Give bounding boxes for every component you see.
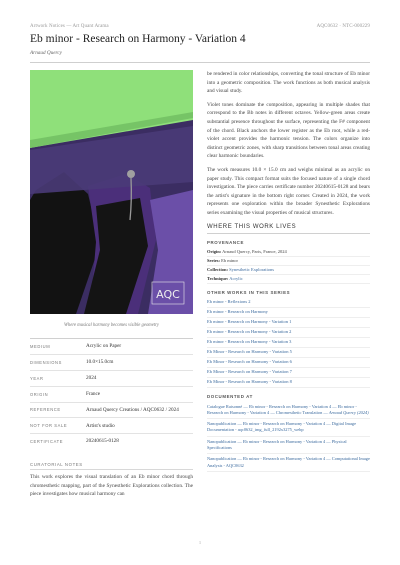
artwork-image: [30, 70, 193, 314]
section-title-lives: WHERE THIS WORK LIVES: [207, 224, 370, 234]
series-work-link[interactable]: Eb Minor - Research on Harmony - Variation 6: [207, 358, 370, 368]
spec-row-medium: [30, 338, 193, 354]
series-work-link[interactable]: Eb minor - Research on Harmony - Variation 3: [207, 338, 370, 348]
documented-title: DOCUMENTED AT: [207, 393, 253, 399]
series-work-link[interactable]: Eb Minor - Research on Harmony - Variation 7: [207, 368, 370, 378]
documentation-link[interactable]: Nanopublication — Eb minor - Research on Harmony - Variation 4 — Physical Specifications: [207, 437, 370, 455]
page-title: Eb minor - Research on Harmony - Variation 4: [30, 33, 246, 45]
spec-value: Arnaud Quercy Creations / AQC0632 / 2024: [86, 406, 179, 413]
spec-label: NOT FOR SALE: [30, 423, 68, 429]
provenance-collection: [207, 266, 370, 275]
reference-code: AQC0632 · NTC-000229: [316, 24, 370, 29]
technique-link[interactable]: Acrylic: [229, 275, 243, 281]
series-work-link[interactable]: Eb minor - Research on Harmony: [207, 308, 370, 318]
notes-text: This work explores the visual translation of an Eb minor chord through chromesthetic mapping, part of the Synesthetic Explorations collection. The piece investigates how musical harmony can: [30, 474, 193, 498]
provenance-title: PROVENANCE: [207, 239, 244, 245]
spec-row-availability: [30, 417, 193, 433]
spec-row-year: [30, 370, 193, 386]
spec-value: Acrylic on Paper: [86, 343, 122, 350]
spec-label: CERTIFICATE: [30, 439, 64, 445]
spec-row-origin: [30, 386, 193, 402]
notes-divider: [30, 469, 193, 470]
spec-value: 20240615-0128: [86, 438, 119, 445]
provenance-value: Eb minor: [221, 257, 238, 263]
notes-heading: CURATORIAL NOTES: [30, 462, 83, 467]
provenance-technique: [207, 275, 370, 284]
series-work-link[interactable]: Eb Minor - Research on Harmony - Variation 5: [207, 348, 370, 358]
spec-label: YEAR: [30, 375, 44, 381]
provenance-series: [207, 257, 370, 266]
spec-label: REFERENCE: [30, 407, 61, 413]
series-work-link[interactable]: Eb minor - Research on Harmony - Variation 1: [207, 318, 370, 328]
documentation-link[interactable]: Nanopublication — Eb minor - Research on Harmony - Variation 4 — Computational Image Analysis - AQC0632: [207, 454, 370, 472]
description-paragraph: be rendered in color relationships, converting the tonal structure of Eb minor into a geometric composition. The work functions as both musical analysis and visual study.: [207, 71, 370, 95]
artist-name: Arnaud Quercy: [30, 50, 62, 56]
provenance-origin: [207, 248, 370, 257]
spec-row-dimensions: [30, 354, 193, 370]
artwork-grey-dot: [127, 170, 135, 178]
spec-row-reference: [30, 402, 193, 418]
series-work-link[interactable]: Eb minor - Research on Harmony - Variation 2: [207, 328, 370, 338]
artwork-signature: AQC: [156, 288, 180, 301]
header-divider: [30, 62, 370, 63]
documentation-link[interactable]: Nanopublication — Eb minor - Research on Harmony - Variation 4 — Digital Image Documentation - aqc0632_img_full_2192x3275_webp: [207, 419, 370, 437]
spec-value: 10.0×15.0cm: [86, 359, 114, 366]
provenance-label: Technique:: [207, 275, 229, 281]
documentation-text: Catalogue Raisonné — Eb minor - Research on Harmony - Variation 4 — Eb minor - Research on Harmony - Variation 4 — Chromesthetic Translation —: [207, 403, 357, 415]
documentation-link[interactable]: [207, 402, 370, 420]
spec-label: ORIGIN: [30, 391, 49, 397]
page-number: 1: [198, 540, 202, 545]
documentation-author: Arnaud Quercy (2024): [328, 409, 369, 415]
top-bar: [30, 24, 370, 29]
provenance-value: Arnaud Quercy, Paris, France, 2024: [222, 248, 287, 254]
description-paragraph: The work measures 10.0 × 15.0 cm and weighs minimal as an acrylic on paper study. This compact format suits the focused nature of a single chord investigation. The piece carries certificate number 20240615-0128 and bears the artist's signature in the bottom right corner. Created in 2024, the work represents one exploration within the broader Synesthetic Explorations series examining the visual properties of musical structures.: [207, 166, 370, 216]
breadcrumb[interactable]: Artwork Notices — Art Quant Arama: [30, 24, 109, 29]
provenance-label: Origin:: [207, 248, 222, 254]
provenance-label: Series:: [207, 257, 220, 263]
series-work-link[interactable]: Eb minor - Reflexions 2: [207, 298, 370, 308]
series-work-link[interactable]: Eb Minor - Research on Harmony - Variation 8: [207, 378, 370, 388]
provenance-label: Collection:: [207, 266, 228, 272]
spec-value: Artist's studio: [86, 422, 115, 429]
spec-label: DIMENSIONS: [30, 359, 62, 365]
spec-value: 2024: [86, 374, 97, 381]
artwork-caption: Where musical harmony becomes visible geometry: [64, 323, 159, 328]
right-column: [207, 70, 370, 472]
artwork-painting: [30, 70, 193, 314]
spec-label: MEDIUM: [30, 343, 51, 349]
collection-link[interactable]: Synesthetic Explorations: [229, 266, 274, 272]
spec-value: France: [86, 390, 101, 397]
spec-table: [30, 338, 193, 449]
description-paragraph: Violet tones dominate the composition, appearing in multiple shades that correspond to the Bb notes in different octaves. Yellow-green areas create substantial presence throughout the surface, representing the F# component of the chord. Black anchors the lower register as the Eb root, while a red-violet accent provides the harmonic tension. The colors organize into distinct geometric zones, with sharp transitions between tonal areas creating clear harmonic boundaries.: [207, 101, 370, 160]
other-works-title: OTHER WORKS IN THIS SERIES: [207, 289, 291, 295]
spec-row-certificate: [30, 433, 193, 449]
